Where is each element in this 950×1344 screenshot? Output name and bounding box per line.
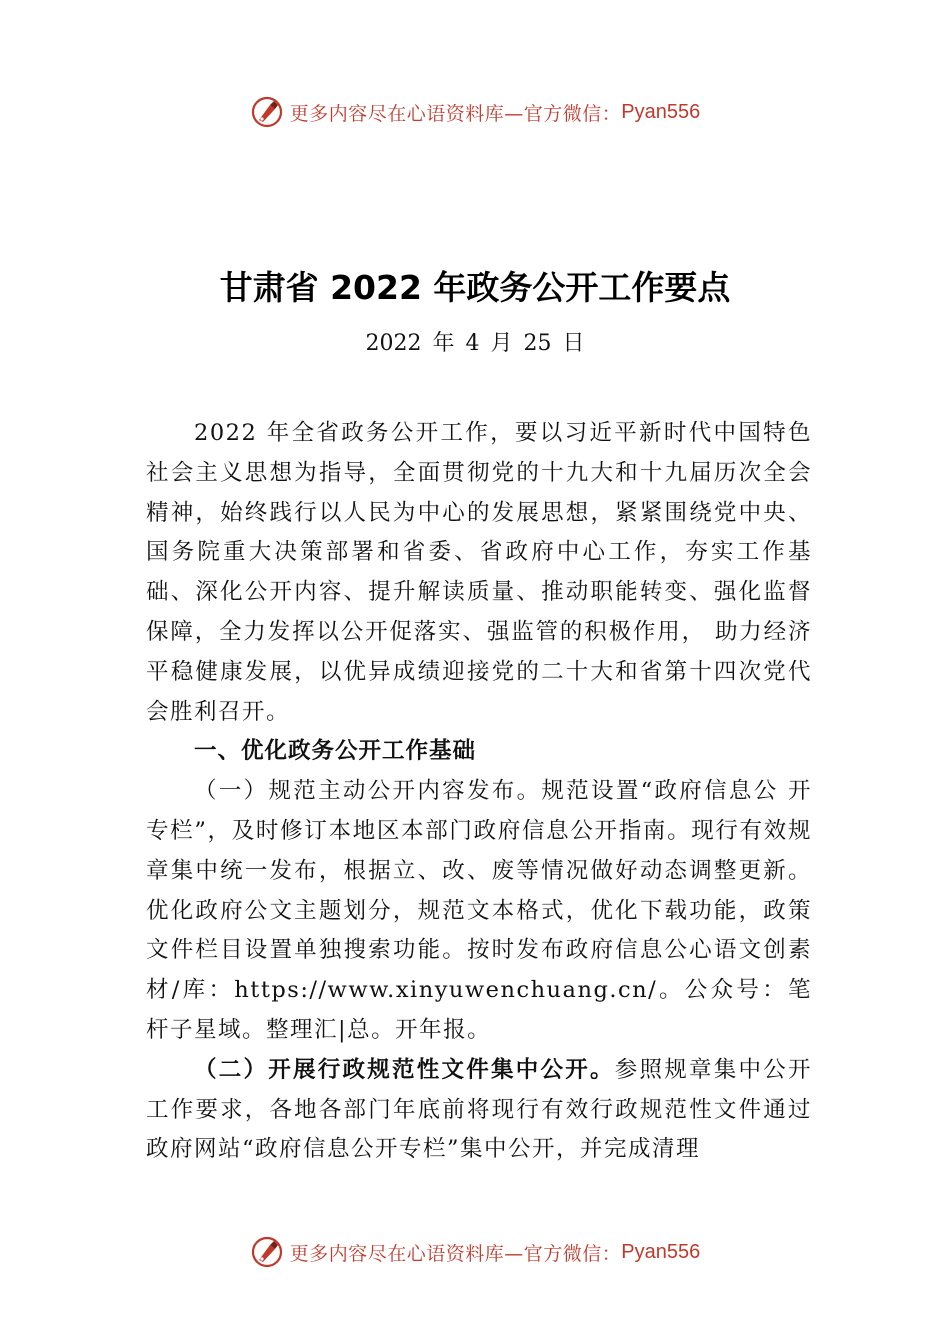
- banner-text: 更多内容尽在心语资料库—官方微信：: [289, 1242, 622, 1265]
- header-watermark-banner: [0, 92, 950, 132]
- banner-handle: Pyan556: [621, 100, 701, 123]
- banner-text: 更多内容尽在心语资料库—官方微信：: [289, 102, 622, 125]
- intro-paragraph: 2022 年全省政务公开工作，要以习近平新时代中国特色社会主义思想为指导，全面贯彻党的十九大和十九届历次全会精神，始终践行以人民为中心的发展思想，紧紧围绕党中央、国务院重大决策部署和省委、省政府中心工作，夯实工作基础、深化公开内容、提升解读质量、推动职能转变、强化监督保障，全力发挥以公开促落实、强监管的积极作用， 助力经济平稳健康发展，以优异成绩迎接党的二十大和省第十四次党代会胜利召开。: [146, 420, 812, 725]
- footer-watermark-banner: [0, 1232, 950, 1272]
- banner-handle: Pyan556: [621, 1240, 701, 1263]
- item-lead: （二）开展行政规范性文件集中公开。: [194, 1056, 615, 1083]
- document-title: 甘肃省 2022 年政务公开工作要点: [219, 268, 731, 307]
- document-body: [146, 414, 812, 1170]
- section-heading: 一、优化政务公开工作基础: [194, 738, 477, 765]
- pen-nib-circle-icon: [250, 1235, 284, 1269]
- pen-nib-circle-icon: [250, 95, 284, 129]
- item-paragraph: （一）规范主动公开内容发布。规范设置“政府信息公 开专栏”，及时修订本地区本部门政府信息公开指南。现行有效规章集中统一发布，根据立、改、废等情况做好动态调整更新。优化政府公文主题划分，规范文本格式，优化下载功能，政策文件栏目设置单独搜索功能。按时发布政府信息公心语文创素材/库：https://www.xinyuwenchuang.cn/。公众号：笔杆子星域。整理汇|总。开年报。: [146, 778, 812, 1043]
- item-body: 参照规章集中公开工作要求，各地各部门年底前将现行有效行政规范性文件通过政府网站“政府信息公开专栏”集中公开，并完成清理: [146, 1056, 812, 1163]
- document-date: 2022 年 4 月 25 日: [365, 331, 585, 356]
- item-paragraph: [146, 1051, 812, 1170]
